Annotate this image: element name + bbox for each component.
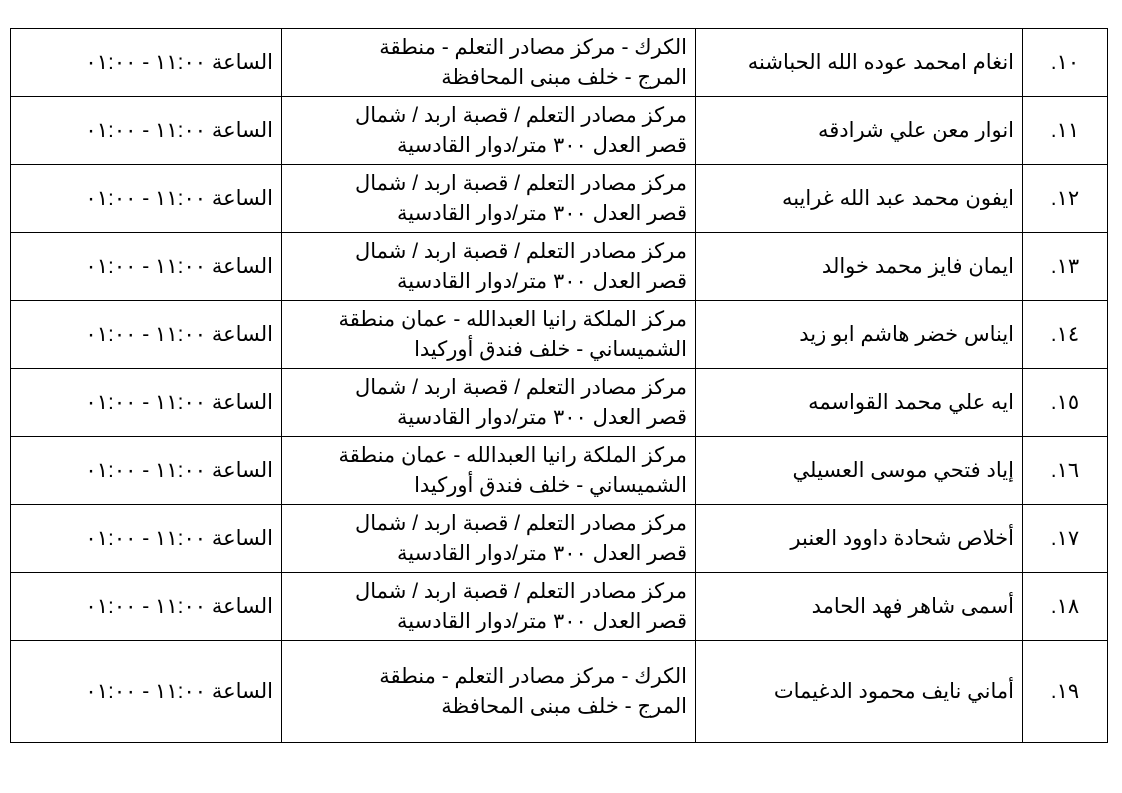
table-row bbox=[11, 505, 1108, 573]
location-line-2: الشميساني - خلف فندق أوركيدا bbox=[414, 337, 687, 361]
exam-time: الساعة ١١:٠٠ - ٠١:٠٠ bbox=[11, 505, 282, 573]
location-line-1: مركز مصادر التعلم / قصبة اربد / شمال bbox=[355, 103, 687, 127]
location-line-2: الشميساني - خلف فندق أوركيدا bbox=[414, 473, 687, 497]
location-line-1: مركز مصادر التعلم / قصبة اربد / شمال bbox=[355, 171, 687, 195]
exam-location bbox=[282, 97, 696, 165]
exam-location bbox=[282, 29, 696, 97]
row-number: ١٣. bbox=[1023, 233, 1108, 301]
table-row bbox=[11, 301, 1108, 369]
location-line-1: مركز مصادر التعلم / قصبة اربد / شمال bbox=[355, 511, 687, 535]
location-line-2: قصر العدل ٣٠٠ متر/دوار القادسية bbox=[397, 541, 687, 565]
location-line-2: قصر العدل ٣٠٠ متر/دوار القادسية bbox=[397, 269, 687, 293]
exam-time: الساعة ١١:٠٠ - ٠١:٠٠ bbox=[11, 233, 282, 301]
location-line-1: الكرك - مركز مصادر التعلم - منطقة bbox=[379, 35, 687, 59]
exam-time: الساعة ١١:٠٠ - ٠١:٠٠ bbox=[11, 573, 282, 641]
row-number: ١٩. bbox=[1023, 641, 1108, 743]
row-number: ١٥. bbox=[1023, 369, 1108, 437]
candidate-name: إياد فتحي موسى العسيلي bbox=[696, 437, 1023, 505]
candidate-name: أماني نايف محمود الدغيمات bbox=[696, 641, 1023, 743]
exam-location bbox=[282, 233, 696, 301]
schedule-table-body bbox=[11, 29, 1108, 743]
exam-location bbox=[282, 165, 696, 233]
location-line-1: الكرك - مركز مصادر التعلم - منطقة bbox=[379, 664, 687, 688]
location-line-2: قصر العدل ٣٠٠ متر/دوار القادسية bbox=[397, 133, 687, 157]
row-number: ١٨. bbox=[1023, 573, 1108, 641]
row-number: ١١. bbox=[1023, 97, 1108, 165]
table-row bbox=[11, 437, 1108, 505]
exam-location bbox=[282, 301, 696, 369]
location-line-1: مركز الملكة رانيا العبدالله - عمان منطقة bbox=[338, 307, 687, 331]
location-line-2: قصر العدل ٣٠٠ متر/دوار القادسية bbox=[397, 405, 687, 429]
location-line-2: المرج - خلف مبنى المحافظة bbox=[441, 65, 687, 89]
exam-time: الساعة ١١:٠٠ - ٠١:٠٠ bbox=[11, 437, 282, 505]
table-row bbox=[11, 369, 1108, 437]
table-row bbox=[11, 233, 1108, 301]
table-row bbox=[11, 165, 1108, 233]
exam-location bbox=[282, 369, 696, 437]
exam-location bbox=[282, 573, 696, 641]
table-row bbox=[11, 641, 1108, 743]
candidate-name: أخلاص شحادة داوود العنبر bbox=[696, 505, 1023, 573]
table-row bbox=[11, 97, 1108, 165]
exam-location bbox=[282, 641, 696, 743]
exam-time: الساعة ١١:٠٠ - ٠١:٠٠ bbox=[11, 165, 282, 233]
exam-time: الساعة ١١:٠٠ - ٠١:٠٠ bbox=[11, 641, 282, 743]
location-line-1: مركز مصادر التعلم / قصبة اربد / شمال bbox=[355, 239, 687, 263]
candidate-name: ايفون محمد عبد الله غرايبه bbox=[696, 165, 1023, 233]
exam-location bbox=[282, 437, 696, 505]
location-line-1: مركز مصادر التعلم / قصبة اربد / شمال bbox=[355, 375, 687, 399]
exam-time: الساعة ١١:٠٠ - ٠١:٠٠ bbox=[11, 29, 282, 97]
row-number: ١٦. bbox=[1023, 437, 1108, 505]
candidate-name: انوار معن علي شرادقه bbox=[696, 97, 1023, 165]
table-row bbox=[11, 29, 1108, 97]
candidate-name: انغام امحمد عوده الله الحباشنه bbox=[696, 29, 1023, 97]
location-line-2: قصر العدل ٣٠٠ متر/دوار القادسية bbox=[397, 201, 687, 225]
location-line-1: مركز الملكة رانيا العبدالله - عمان منطقة bbox=[338, 443, 687, 467]
table-row bbox=[11, 573, 1108, 641]
candidate-name: ايه علي محمد القواسمه bbox=[696, 369, 1023, 437]
location-line-1: مركز مصادر التعلم / قصبة اربد / شمال bbox=[355, 579, 687, 603]
exam-time: الساعة ١١:٠٠ - ٠١:٠٠ bbox=[11, 369, 282, 437]
candidate-name: ايمان فايز محمد خوالد bbox=[696, 233, 1023, 301]
exam-location bbox=[282, 505, 696, 573]
exam-time: الساعة ١١:٠٠ - ٠١:٠٠ bbox=[11, 301, 282, 369]
schedule-table bbox=[10, 28, 1108, 743]
location-line-2: قصر العدل ٣٠٠ متر/دوار القادسية bbox=[397, 609, 687, 633]
row-number: ١٢. bbox=[1023, 165, 1108, 233]
candidate-name: ايناس خضر هاشم ابو زيد bbox=[696, 301, 1023, 369]
row-number: ١٤. bbox=[1023, 301, 1108, 369]
row-number: ١٧. bbox=[1023, 505, 1108, 573]
candidate-name: أسمى شاهر فهد الحامد bbox=[696, 573, 1023, 641]
row-number: ١٠. bbox=[1023, 29, 1108, 97]
exam-time: الساعة ١١:٠٠ - ٠١:٠٠ bbox=[11, 97, 282, 165]
location-line-2: المرج - خلف مبنى المحافظة bbox=[441, 694, 687, 718]
